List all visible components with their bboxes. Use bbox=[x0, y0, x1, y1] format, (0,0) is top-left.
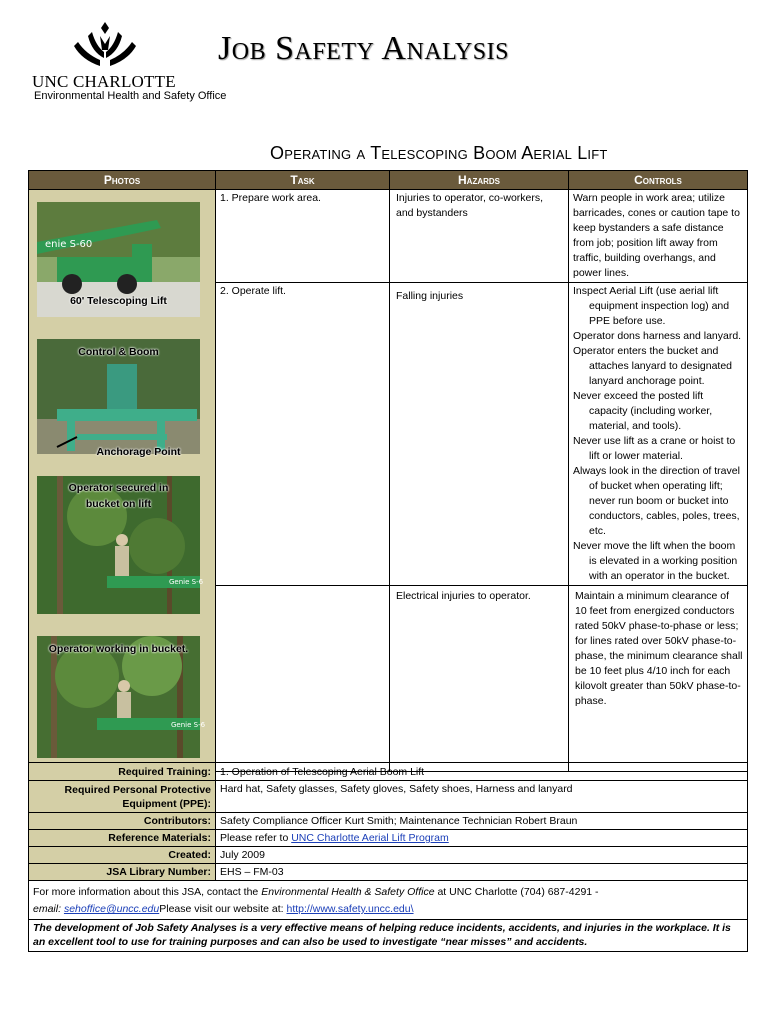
aerial-lift-program-link[interactable]: UNC Charlotte Aerial Lift Program bbox=[291, 832, 449, 844]
contact-info bbox=[29, 881, 748, 920]
library-number-value: EHS – FM-03 bbox=[216, 864, 748, 881]
lift-brand-label: Genie S-6 bbox=[169, 578, 204, 586]
subtitle-text: Operating a Telescoping Boom Aerial Lift bbox=[270, 143, 608, 163]
controls-cell bbox=[569, 283, 748, 586]
control-item: Always look in the direction of travel of bucket when operating lift; never run boom or bucket into conductors, cables, poles, trees, etc. bbox=[573, 465, 740, 537]
controls-cell bbox=[569, 190, 748, 283]
hazard-cell: Falling injuries bbox=[390, 283, 569, 586]
control-item: Maintain a minimum clearance of 10 feet from energized conductors rated 50kV phase-to-phase or less; for lines rated over 50kV phase-to-phase, the minimum clearance shall be 10 feet plus 4/10 inch for each kilovolt greater than 50kV phase-to-phase. bbox=[575, 590, 743, 707]
contact-office: Environmental Health & Safety Office bbox=[261, 886, 435, 898]
hazard-cell: Electrical injuries to operator. bbox=[390, 586, 569, 772]
reference-prefix: Please refer to bbox=[220, 832, 292, 844]
lift-brand-label: Genie S-6 bbox=[171, 721, 206, 729]
jsa-info-table bbox=[28, 762, 748, 952]
library-number-label: JSA Library Number: bbox=[29, 864, 216, 881]
office-name: Environmental Health and Safety Office bbox=[34, 90, 227, 102]
photo-caption: 60' Telescoping Lift bbox=[70, 295, 167, 307]
photo-caption-top: Control & Boom bbox=[78, 346, 159, 358]
column-header-photos: Photos bbox=[29, 171, 216, 190]
email-link[interactable]: sehoffice@uncc.edu bbox=[63, 903, 160, 915]
photo-telescoping-lift bbox=[37, 202, 200, 317]
photo-control-boom bbox=[37, 339, 200, 458]
email-label: email: bbox=[33, 903, 64, 915]
university-name: UNC CHARLOTTE bbox=[32, 72, 176, 91]
ppe-label: Required Personal Protective Equipment (PPE): bbox=[29, 781, 216, 813]
website-link[interactable]: http://www.safety.uncc.edu\ bbox=[286, 903, 414, 915]
created-label: Created: bbox=[29, 847, 216, 864]
contact-prefix: For more information about this JSA, contact the bbox=[33, 886, 262, 898]
jsa-note: The development of Job Safety Analyses is a very effective means of helping reduce incidents, accidents, and injuries in the workplace. It is an excellent tool to use for training purposes and can also be used to investigate “near misses” and accidents. bbox=[29, 920, 748, 952]
page-title: Job Safety Analysis bbox=[218, 30, 509, 67]
column-header-controls: Controls bbox=[569, 171, 748, 190]
website-prefix: Please visit our website at: bbox=[159, 903, 287, 915]
photo-caption: Operator working in bucket. bbox=[48, 643, 189, 655]
control-item: Inspect Aerial Lift (use aerial lift equipment inspection log) and PPE before use. bbox=[573, 285, 730, 327]
contact-suffix: at UNC Charlotte (704) 687-4291 - bbox=[434, 886, 599, 898]
reference-label: Reference Materials: bbox=[29, 830, 216, 847]
training-value: 1. Operation of Telescoping Aerial Boom Lift bbox=[216, 763, 748, 781]
photos-column bbox=[29, 190, 216, 772]
created-value: July 2009 bbox=[216, 847, 748, 864]
control-item: Never exceed the posted lift capacity (including worker, material, and tools). bbox=[573, 390, 713, 432]
task-cell: 2. Operate lift. bbox=[216, 283, 390, 586]
ppe-value: Hard hat, Safety glasses, Safety gloves, Safety shoes, Harness and lanyard bbox=[216, 781, 748, 813]
control-item: Never use lift as a crane or hoist to lift or lower material. bbox=[573, 435, 736, 462]
task-cell bbox=[216, 586, 390, 772]
control-item: Operator dons harness and lanyard. bbox=[573, 330, 742, 342]
column-header-task: Task bbox=[216, 171, 390, 190]
control-item: Never move the lift when the boom is elevated in a working position with an operator in the bucket. bbox=[573, 540, 738, 582]
column-header-hazards: Hazards bbox=[390, 171, 569, 190]
jsa-table bbox=[28, 170, 748, 772]
reference-value bbox=[216, 830, 748, 847]
contributors-label: Contributors: bbox=[29, 813, 216, 830]
photo-operator-secured bbox=[37, 476, 204, 614]
control-item: Warn people in work area; utilize barricades, cones or caution tape to keep bystanders a safe distance from job; position lift away from traffic, building overhangs, and power lines. bbox=[573, 192, 740, 279]
contributors-value: Safety Compliance Officer Kurt Smith; Maintenance Technician Robert Braun bbox=[216, 813, 748, 830]
training-label: Required Training: bbox=[29, 763, 216, 781]
photo-caption-bottom: Anchorage Point bbox=[96, 446, 181, 458]
photo-caption: Operator secured in bucket on lift bbox=[68, 482, 169, 510]
lift-brand-label: enie S-60 bbox=[45, 239, 93, 250]
controls-cell bbox=[569, 586, 748, 772]
hazard-cell: Injuries to operator, co-workers, and bystanders bbox=[390, 190, 569, 283]
photo-operator-working bbox=[37, 636, 206, 758]
task-cell: 1. Prepare work area. bbox=[216, 190, 390, 283]
crown-logo-icon bbox=[70, 22, 140, 70]
control-item: Operator enters the bucket and attaches lanyard to designated lanyard anchorage point. bbox=[573, 345, 733, 387]
